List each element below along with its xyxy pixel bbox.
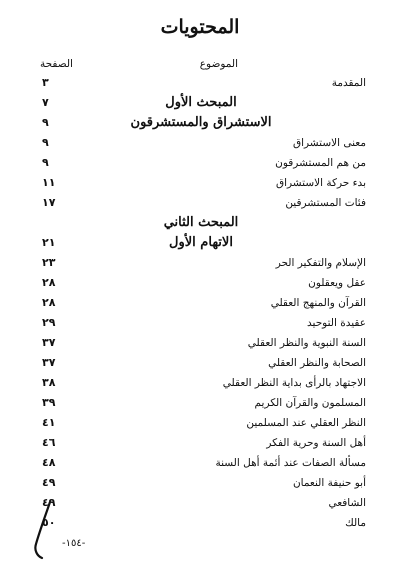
toc-entry-label: أهل السنة وحرية الفكر: [266, 437, 366, 449]
toc-entry-label: الصحابة والنظر العقلي: [268, 357, 366, 369]
column-header-page: الصفحة: [40, 58, 73, 70]
toc-entry-page: ٤٩: [42, 476, 56, 489]
toc-entry-page: ٣٧: [42, 336, 56, 349]
toc-entry-label: الاتهام الأول: [169, 235, 233, 250]
toc-entry-page: ٤٦: [42, 436, 56, 449]
toc-entry-label: بدء حركة الاستشراق: [275, 177, 366, 189]
toc-entry-label: المبحث الثاني: [163, 215, 239, 230]
toc-entry-label: المسلمون والقرآن الكريم: [254, 397, 366, 409]
column-header-row: [36, 58, 366, 74]
toc-entry: [36, 314, 366, 334]
margin-pen-stroke: [28, 500, 58, 560]
toc-entry: [36, 174, 366, 194]
toc-section-heading: [36, 234, 366, 254]
toc-entry: [36, 494, 366, 514]
toc-entry-label: عقيدة التوحيد: [307, 317, 366, 329]
toc-entry-page: ٧: [42, 96, 49, 109]
table-of-contents: [36, 74, 366, 534]
toc-entry-label: معنى الاستشراق: [292, 137, 366, 149]
toc-entry: [36, 514, 366, 534]
toc-entry: [36, 474, 366, 494]
toc-entry: [36, 434, 366, 454]
toc-entry-page: ٢١: [42, 236, 56, 249]
column-header-topic: الموضوع: [199, 58, 238, 70]
toc-entry-page: ٢٣: [42, 256, 56, 269]
toc-entry-label: الاجتهاد بالرأى بداية النظر العقلي: [222, 377, 366, 389]
toc-entry-label: الإسلام والتفكير الحر: [275, 257, 366, 269]
toc-entry-label: الشافعي: [328, 497, 366, 509]
toc-entry-page: ٩: [42, 136, 49, 149]
toc-entry-page: ٣: [42, 76, 49, 89]
page-title: المحتويات: [160, 16, 240, 38]
toc-entry-label: فئات المستشرقين: [285, 197, 366, 209]
toc-section-heading: [36, 114, 366, 134]
toc-entry-label: من هم المستشرقون: [275, 157, 366, 169]
toc-entry-page: ١١: [42, 176, 56, 189]
toc-entry-page: ١٧: [42, 196, 56, 209]
toc-entry-page: ٣٨: [42, 376, 56, 389]
toc-entry-page: ٢٩: [42, 316, 56, 329]
toc-entry: [36, 254, 366, 274]
toc-entry: [36, 374, 366, 394]
toc-entry-page: ٢٨: [42, 276, 56, 289]
toc-entry-label: القرآن والمنهج العقلي: [270, 297, 366, 309]
toc-entry-page: ٤٩: [42, 496, 56, 509]
toc-entry-label: الاستشراق والمستشرقون: [130, 115, 272, 130]
toc-entry-page: ٢٨: [42, 296, 56, 309]
toc-entry-label: النظر العقلي عند المسلمين: [246, 417, 366, 429]
toc-entry-label: عقل ويعقلون: [308, 277, 366, 289]
toc-entry-page: ٤١: [42, 416, 56, 429]
page-number: -١٥٤-: [62, 538, 86, 549]
toc-entry: [36, 74, 366, 94]
toc-entry-page: ٤٨: [42, 456, 56, 469]
toc-entry: [36, 194, 366, 214]
toc-entry-label: السنة النبوية والنظر العقلي: [247, 337, 366, 349]
toc-entry-page: ٥٠: [42, 516, 56, 529]
toc-entry-page: ٣٧: [42, 356, 56, 369]
toc-entry-label: المقدمة: [331, 77, 366, 89]
toc-entry-page: ٩: [42, 116, 49, 129]
toc-entry: [36, 294, 366, 314]
toc-entry: [36, 414, 366, 434]
toc-entry: [36, 454, 366, 474]
toc-entry-label: مسألة الصفات عند أئمة أهل السنة: [215, 457, 366, 469]
toc-entry-label: مالك: [345, 517, 366, 529]
toc-entry: [36, 134, 366, 154]
toc-entry: [36, 154, 366, 174]
toc-entry: [36, 394, 366, 414]
toc-entry: [36, 354, 366, 374]
toc-entry-page: ٣٩: [42, 396, 56, 409]
toc-section-heading: [36, 94, 366, 114]
toc-entry-label: أبو حنيفة النعمان: [292, 477, 366, 489]
toc-section-heading: [36, 214, 366, 234]
toc-entry: [36, 334, 366, 354]
toc-entry-label: المبحث الأول: [165, 95, 237, 110]
toc-entry-page: ٩: [42, 156, 49, 169]
toc-entry: [36, 274, 366, 294]
